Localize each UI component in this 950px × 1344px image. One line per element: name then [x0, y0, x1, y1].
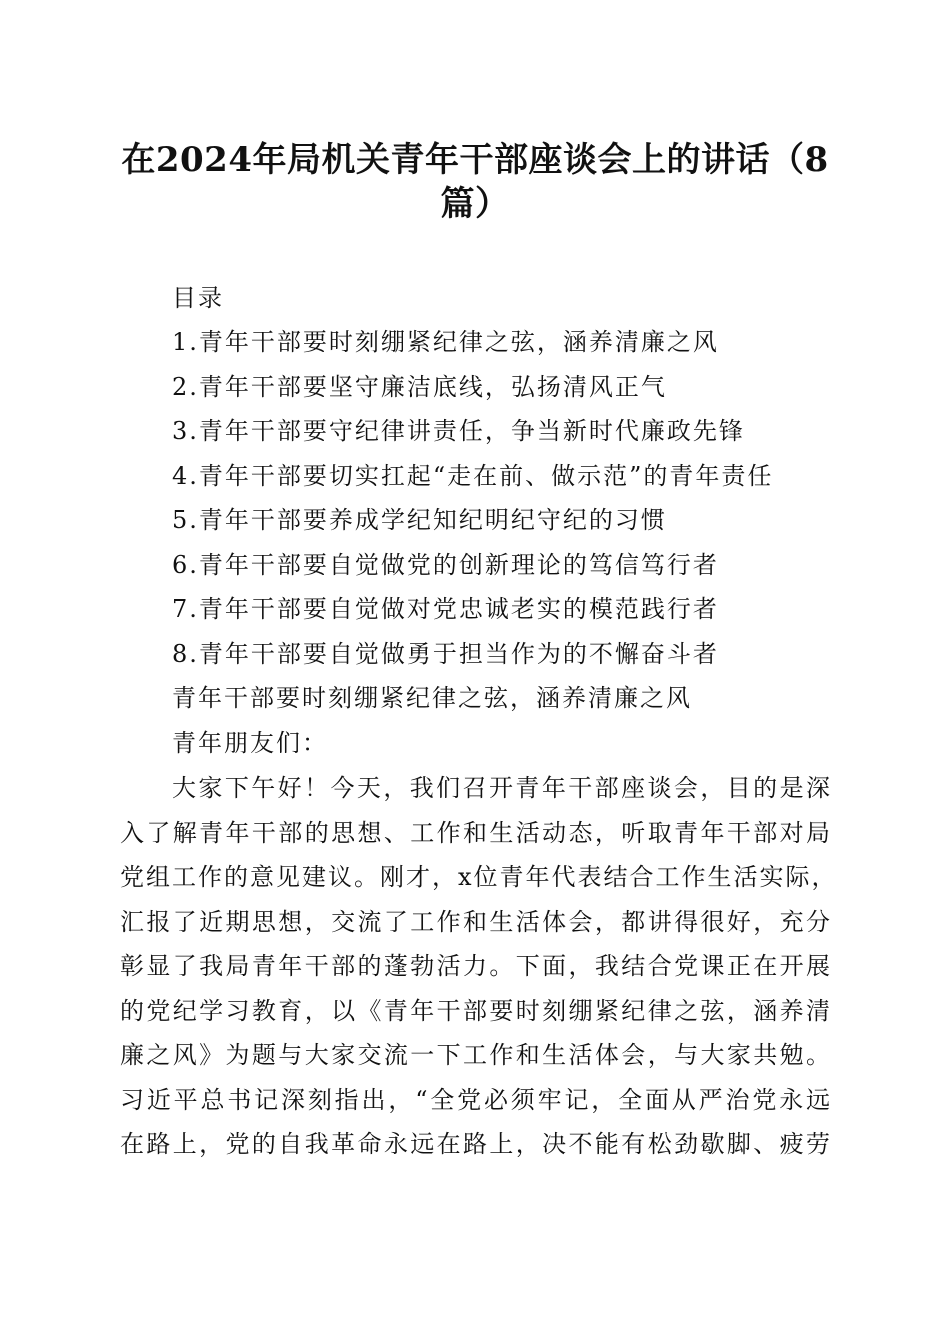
- toc-item-3: 3.青年干部要守纪律讲责任，争当新时代廉政先锋: [172, 417, 745, 445]
- toc-item-5: 5.青年干部要养成学纪知纪明纪守纪的习惯: [172, 506, 667, 534]
- paragraph-line: 廉之风》为题与大家交流一下工作和生活体会，与大家共勉。: [120, 1041, 832, 1069]
- paragraph-line: 入了解青年干部的思想、工作和生活动态，听取青年干部对局: [120, 819, 832, 847]
- toc-item-2: 2.青年干部要坚守廉洁底线，弘扬清风正气: [172, 373, 667, 401]
- paragraph-line: 习近平总书记深刻指出，“全党必须牢记，全面从严治党永远: [120, 1086, 832, 1114]
- paragraph-line: 党组工作的意见建议。刚才，x位青年代表结合工作生活实际，: [120, 863, 838, 891]
- toc-item-7: 7.青年干部要自觉做对党忠诚老实的模范践行者: [172, 595, 719, 623]
- salutation: 青年朋友们：: [172, 729, 328, 757]
- paragraph-line: 的党纪学习教育，以《青年干部要时刻绷紧纪律之弦，涵养清: [120, 997, 832, 1025]
- title-line-2: 篇）: [440, 184, 510, 224]
- toc-item-8: 8.青年干部要自觉做勇于担当作为的不懈奋斗者: [172, 640, 719, 668]
- paragraph-line: 大家下午好！今天，我们召开青年干部座谈会，目的是深: [172, 774, 832, 802]
- title-line-1: 在2024年局机关青年干部座谈会上的讲话（8: [121, 140, 829, 180]
- paragraph-line: 彰显了我局青年干部的蓬勃活力。下面，我结合党课正在开展: [120, 952, 832, 980]
- toc-item-4: 4.青年干部要切实扛起“走在前、做示范”的青年责任: [172, 462, 774, 490]
- toc-heading: 目录: [172, 284, 224, 312]
- toc-item-1: 1.青年干部要时刻绷紧纪律之弦，涵养清廉之风: [172, 328, 719, 356]
- section-heading: 青年干部要时刻绷紧纪律之弦，涵养清廉之风: [172, 684, 692, 712]
- paragraph-line: 汇报了近期思想，交流了工作和生活体会，都讲得很好，充分: [120, 908, 832, 936]
- paragraph-line: 在路上，党的自我革命永远在路上，决不能有松劲歇脚、疲劳: [120, 1130, 832, 1158]
- toc-item-6: 6.青年干部要自觉做党的创新理论的笃信笃行者: [172, 551, 719, 579]
- document-title: [100, 138, 850, 226]
